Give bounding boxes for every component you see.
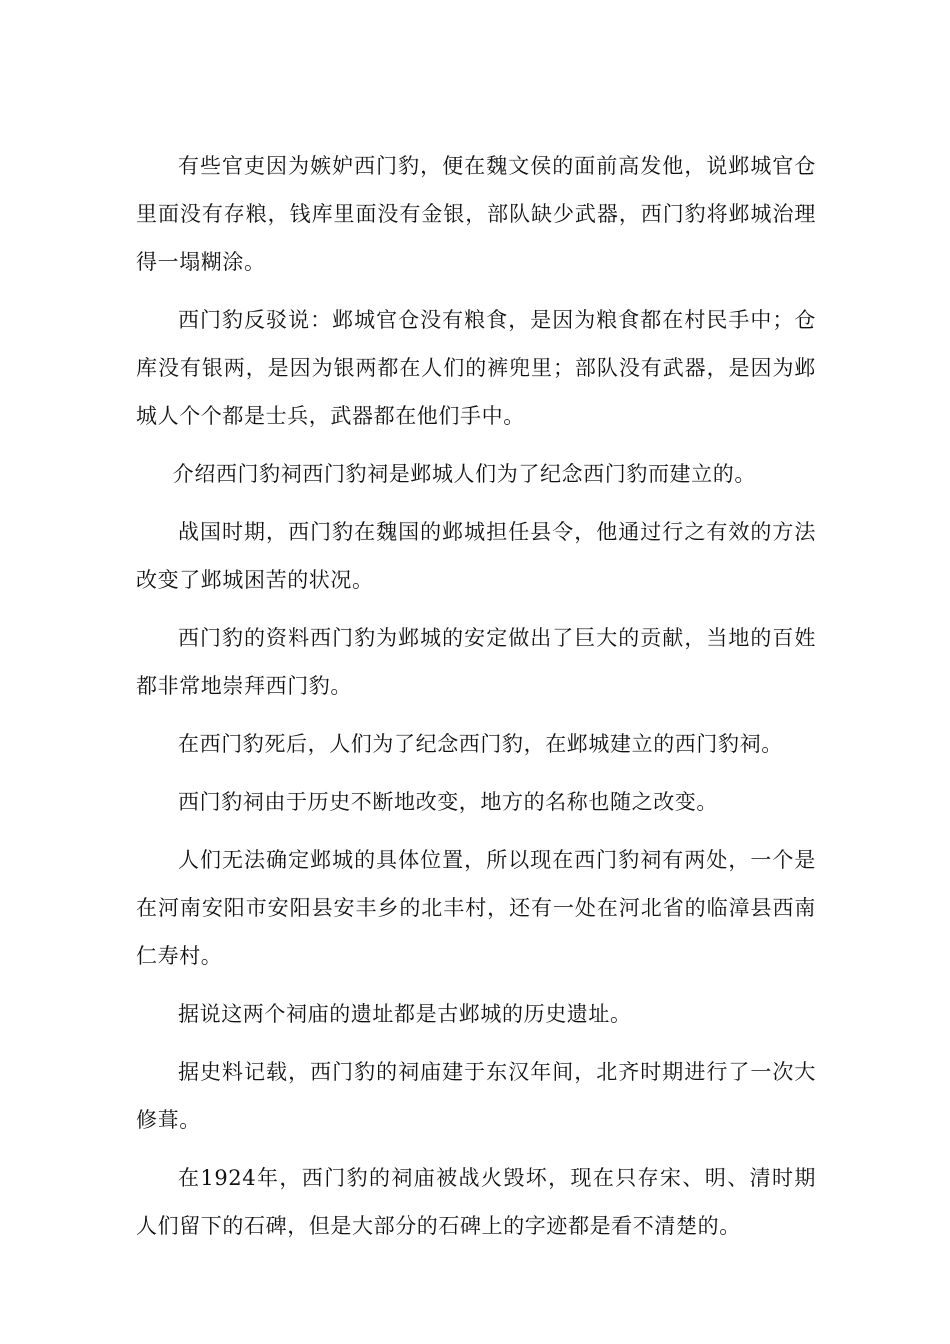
paragraph-11: 在1924年，西门豹的祠庙被战火毁坏，现在只存宋、明、清时期人们留下的石碑，但是大部分的石碑上的字迹都是看不清楚的。 (136, 1166, 816, 1238)
paragraph-2: 西门豹反驳说：邺城官仓没有粮食，是因为粮食都在村民手中；仓库没有银两，是因为银两都在人们的裤兜里；部队没有武器，是因为邺城人个个都是士兵，武器都在他们手中。 (136, 308, 816, 428)
paragraph-8: 人们无法确定邺城的具体位置，所以现在西门豹祠有两处，一个是在河南安阳市安阳县安丰乡的北丰村，还有一处在河北省的临漳县西南仁寿村。 (136, 848, 816, 968)
paragraph-4: 战国时期，西门豹在魏国的邺城担任县令，他通过行之有效的方法改变了邺城困苦的状况。 (136, 520, 816, 592)
document-page (136, 142, 816, 1260)
paragraph-3: 介绍西门豹祠西门豹祠是邺城人们为了纪念西门豹而建立的。 (172, 462, 756, 486)
paragraph-6: 在西门豹死后，人们为了纪念西门豹，在邺城建立的西门豹祠。 (178, 732, 783, 756)
paragraph-7: 西门豹祠由于历史不断地改变，地方的名称也随之改变。 (178, 790, 718, 814)
paragraph-1: 有些官吏因为嫉妒西门豹，便在魏文侯的面前高发他，说邺城官仓里面没有存粮，钱库里面没有金银，部队缺少武器，西门豹将邺城治理得一塌糊涂。 (136, 154, 816, 274)
paragraph-5: 西门豹的资料西门豹为邺城的安定做出了巨大的贡献，当地的百姓都非常地崇拜西门豹。 (136, 626, 816, 698)
paragraph-9: 据说这两个祠庙的遗址都是古邺城的历史遗址。 (178, 1002, 632, 1026)
paragraph-10: 据史料记载，西门豹的祠庙建于东汉年间，北齐时期进行了一次大修葺。 (136, 1060, 816, 1132)
